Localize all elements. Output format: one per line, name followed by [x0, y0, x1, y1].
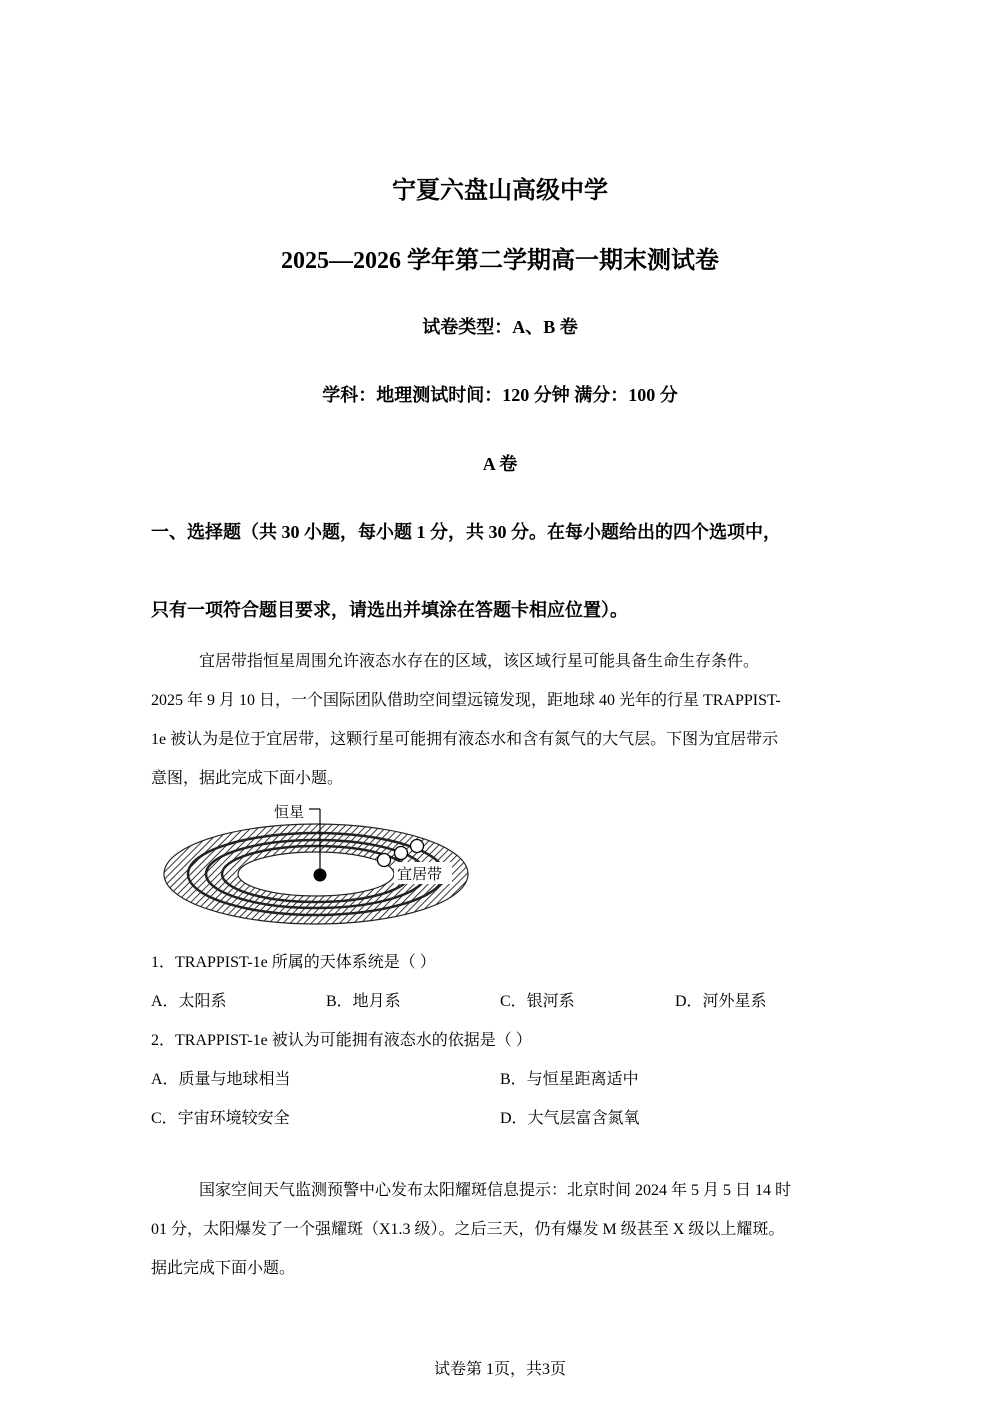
- exam-title: 2025—2026 学年第二学期高一期末测试卷: [281, 248, 719, 274]
- q2-option-b[interactable]: B．与恒星距离适中: [500, 1071, 639, 1088]
- habitable-zone-label: 宜居带: [397, 865, 443, 883]
- section-heading-line-2: 只有一项符合题目要求，请选出并填涂在答题卡相应位置）。: [151, 600, 628, 620]
- passage-2-line-2: 01 分，太阳爆发了一个强耀斑（X1.3 级）。之后三天，仍有爆发 M 级甚至 X 级以上耀斑。: [151, 1221, 785, 1238]
- passage-1-line-4: 意图，据此完成下面小题。: [151, 770, 344, 787]
- q2-option-a[interactable]: A．质量与地球相当: [151, 1071, 291, 1088]
- subject-info: 学科：地理测试时间：120 分钟 满分：100 分: [322, 385, 678, 405]
- planet-circle: [395, 847, 408, 860]
- school-title: 宁夏六盘山高级中学: [392, 178, 608, 204]
- passage-2-line-1: 国家空间天气监测预警中心发布太阳耀斑信息提示：北京时间 2024 年 5 月 5 日 14 时: [199, 1182, 792, 1199]
- q1-option-d[interactable]: D．河外星系: [675, 993, 767, 1010]
- planet-circle: [378, 854, 391, 867]
- q1-option-b[interactable]: B．地月系: [326, 993, 401, 1010]
- planet-circle: [411, 840, 424, 853]
- q1-option-a[interactable]: A．太阳系: [151, 993, 227, 1010]
- section-heading-line-1: 一、选择题（共 30 小题，每小题 1 分，共 30 分。在每小题给出的四个选项中，: [151, 522, 781, 542]
- passage-2-line-3: 据此完成下面小题。: [151, 1260, 296, 1277]
- q2-option-d[interactable]: D．大气层富含氮氧: [500, 1110, 640, 1127]
- q1-option-c[interactable]: C．银河系: [500, 993, 575, 1010]
- paper-type: 试卷类型：A、B 卷: [422, 317, 578, 337]
- page-footer: 试卷第 1页，共3页: [433, 1361, 566, 1378]
- passage-1-line-3: 1e 被认为是位于宜居带，这颗行星可能拥有液态水和含有氮气的大气层。下图为宜居带示: [151, 731, 779, 748]
- star-dot: [314, 869, 327, 882]
- passage-1-line-1: 宜居带指恒星周围允许液态水存在的区域，该区域行星可能具备生命生存条件。: [199, 653, 760, 670]
- habitable-zone-diagram: [160, 798, 480, 933]
- passage-1-line-2: 2025 年 9 月 10 日，一个国际团队借助空间望远镜发现，距地球 40 光年的行星 TRAPPIST-: [151, 692, 781, 709]
- volume-label: A 卷: [482, 454, 518, 474]
- star-label: 恒星: [274, 803, 305, 821]
- q2-option-c[interactable]: C．宇宙环境较安全: [151, 1110, 290, 1127]
- question-1-stem: 1．TRAPPIST-1e 所属的天体系统是（ ）: [151, 954, 436, 971]
- question-2-stem: 2．TRAPPIST-1e 被认为可能拥有液态水的依据是（ ）: [151, 1032, 532, 1049]
